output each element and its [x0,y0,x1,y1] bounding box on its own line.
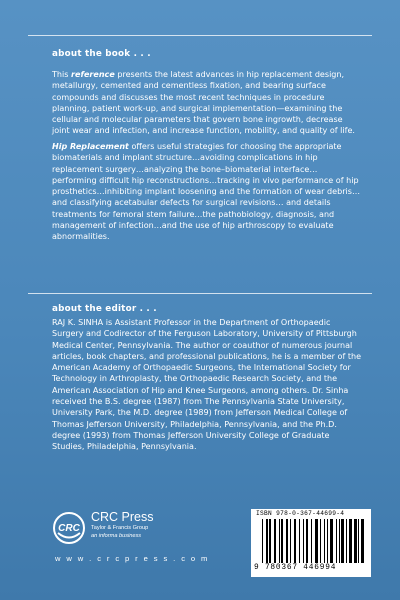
top-divider [28,35,372,36]
about-editor-paragraph: RAJ K. SINHA is Assistant Professor in the Department of Orthopaedic Surgery and Codirector of the Ferguson Laboratory, University of Pittsburgh Medical Center, Pennsylvania. The author or coauthor of numerous journal articles, book chapters, and professional publications, he is a member of the American Academy of Orthopaedic Surgeons, the International Society for Technology in Arthroplasty, the Orthopaedic Research Society, and the American Association of Hip and Knee Surgeons, among others. Dr. Sinha received the B.S. degree (1987) from The Pennsylvania State University, University Park, the M.D. degree (1989) from Jefferson Medical College of Thomas Jefferson University, Philadelphia, Pennsylvania, and the Ph.D. degree (1993) from Thomas Jefferson University College of Graduate Studies, Philadelphia, Pennsylvania. [52,318,362,452]
barcode-bar [354,519,357,563]
barcode-bar [294,519,296,563]
barcode-bar [299,519,300,563]
publisher-name: CRC Press [91,510,154,524]
p1-bold: reference [71,70,115,79]
barcode-bar [315,519,318,563]
ean-digits: 9 780367 446994 [254,564,337,572]
barcode-bar [303,519,304,563]
barcode-bar [358,519,359,563]
barcode-bar [346,519,347,563]
barcode-bar [339,519,340,563]
middle-divider [28,293,372,294]
publisher-tagline: an informa business [91,533,142,539]
barcode-bar [336,519,337,563]
barcode-bar [349,519,352,563]
barcode-bar [330,519,333,563]
about-editor-heading: about the editor . . . [52,304,157,314]
barcode-bar [341,519,344,563]
barcode-bar [324,519,325,563]
p1-rest: presents the latest advances in hip replacement design, metallurgy, cemented and cementless fixation, and bearing surface compounds and discusses the most recent techniques in procedure planning, patient work-up, and surgical implementation—examining the cellular and molecular parameters that govern bone ingrowth, decrease joint wear and infection, and increase function, mobility, and quality of life. [52,70,355,136]
publisher-url: w w w . c r c p r e s s . c o m [55,554,210,563]
barcode-bar [327,519,328,563]
barcode-bar [269,519,271,563]
p2-title: Hip Replacement [52,142,129,151]
barcode-bar [279,519,280,563]
barcode-bars [262,519,366,563]
publisher-group: Taylor & Francis Group [91,525,149,531]
barcode-bar [281,519,283,563]
barcode-bar [306,519,308,563]
about-book-paragraph-1 [52,69,362,137]
barcode-bar [274,519,276,563]
barcode-bar [286,519,288,563]
barcode-bar [311,519,312,563]
about-book-heading: about the book . . . [52,49,151,59]
barcode-bar [266,519,268,563]
isbn-line: ISBN 978-0-367-44699-4 [256,510,345,517]
barcode-bar [290,519,291,563]
crc-press-logo-icon [53,512,85,544]
barcode-bar [320,519,321,563]
logo-text: CRC [58,523,80,534]
about-book-paragraph-2 [52,141,362,243]
p1-intro: This [52,70,72,79]
p2-rest: offers useful strategies for choosing the appropriate biomaterials and implant structure…avoiding complications in hip replacement surgery…analyzing the bone–biomaterial interface… performing difficult hip reconstructions…tracking in vivo performance of hip prosthetics…inhibiting implant loosening and the formation of wear debris…and classifying acetabular defects for surgical revisions… and details treatments for femoral stem failure…the pathobiology, diagnosis, and management of infection…and the use of hip arthroscopy to evaluate abnormalities. [52,142,360,242]
barcode-bar [262,519,263,563]
barcode-bar [361,519,364,563]
